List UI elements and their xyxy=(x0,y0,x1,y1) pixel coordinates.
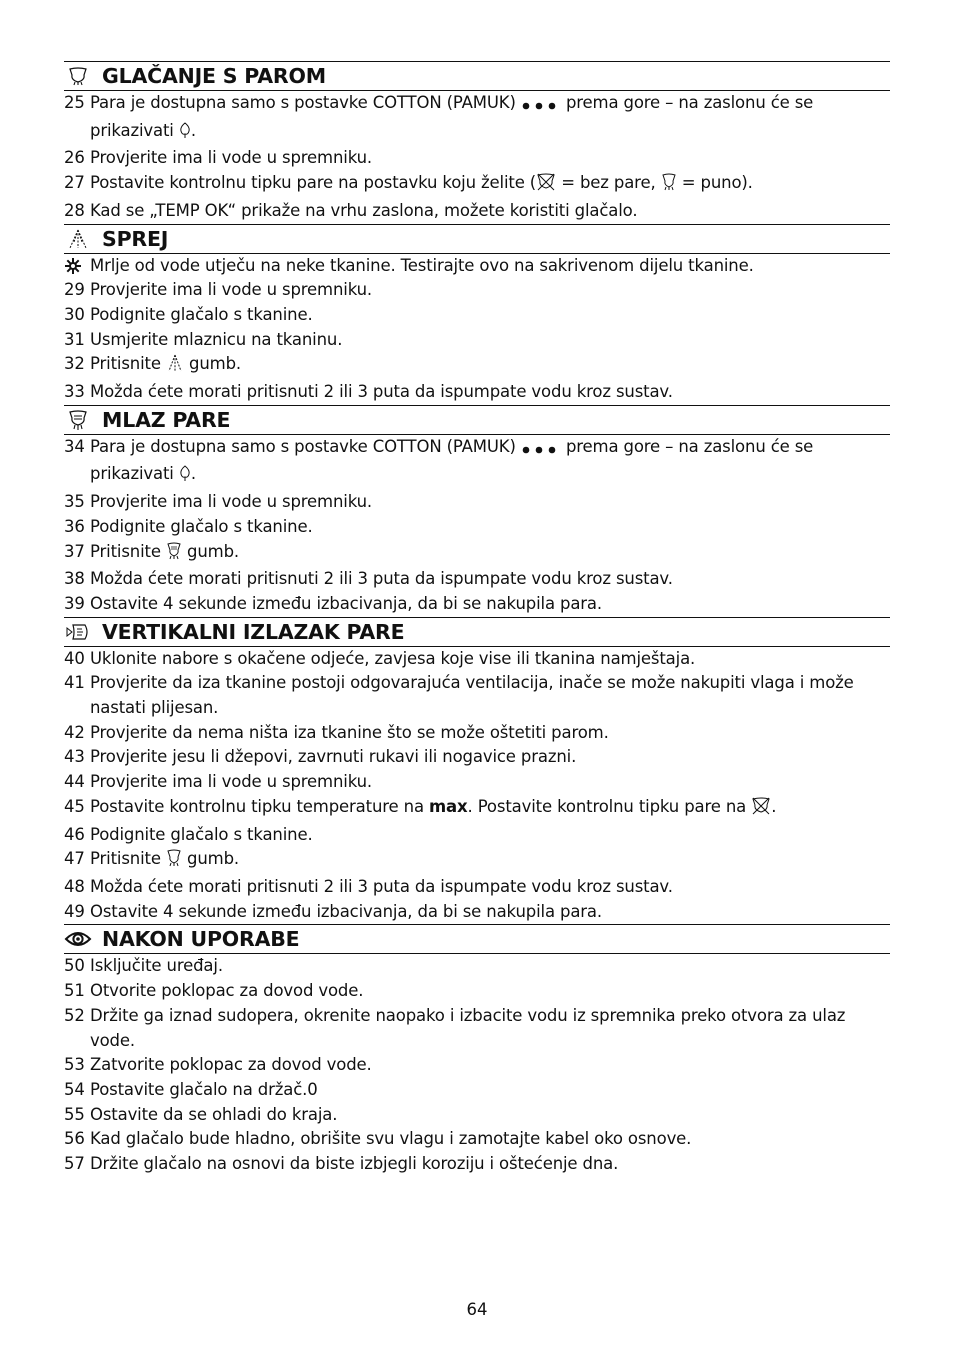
step-text: Provjerite jesu li džepovi, zavrnuti rukavi ili nogavice prazni. xyxy=(90,747,577,767)
list-item xyxy=(64,146,890,171)
step-number: 53 xyxy=(64,1055,85,1075)
step-text: gumb. xyxy=(183,354,242,374)
list-item xyxy=(64,745,890,770)
list-item xyxy=(64,278,890,303)
list-item xyxy=(64,979,890,1004)
list-item xyxy=(64,490,890,515)
steam-burst-icon xyxy=(166,849,182,875)
steam-indicator-icon xyxy=(179,122,191,147)
warning-item xyxy=(64,254,890,279)
step-text: Kad glačalo bude hladno, obrišite svu vlagu i zamotajte kabel oko osnove. xyxy=(90,1129,692,1149)
step-text: Možda ćete morati pritisnuti 2 ili 3 puta da ispumpate vodu kroz sustav. xyxy=(90,382,673,402)
list-item xyxy=(64,671,890,720)
section-header-vertical-steam xyxy=(64,617,890,647)
step-number: 51 xyxy=(64,981,85,1001)
step-text: . xyxy=(771,796,777,816)
section-header-spray xyxy=(64,224,890,254)
step-text: Provjerite da iza tkanine postoji odgovarajuća ventilacija, inače se može nakupiti vlaga i može nastati plijesan. xyxy=(90,673,854,718)
page-number: 64 xyxy=(466,1300,488,1319)
step-text: Zatvorite poklopac za dovod vode. xyxy=(90,1055,372,1075)
full-steam-icon xyxy=(661,173,677,199)
three-dots-icon xyxy=(521,94,561,119)
spray-icon xyxy=(166,354,184,380)
step-number: 34 xyxy=(64,436,85,456)
steps-list xyxy=(64,954,890,1176)
step-text-bold: max xyxy=(429,796,468,816)
step-number: 42 xyxy=(64,722,85,742)
step-number: 37 xyxy=(64,541,85,561)
step-text: Ostavite 4 sekunde između izbacivanja, da bi se nakupila para. xyxy=(90,901,602,921)
step-text: Provjerite ima li vode u spremniku. xyxy=(90,772,373,792)
section-header-after-use xyxy=(64,924,890,954)
section-header-steam-burst xyxy=(64,405,890,435)
steps-list xyxy=(64,91,890,224)
step-text: = bez pare, xyxy=(556,173,661,193)
step-number: 32 xyxy=(64,354,85,374)
list-item xyxy=(64,435,890,490)
step-text: Pritisnite xyxy=(90,354,166,374)
step-text: . Postavite kontrolnu tipku pare na xyxy=(467,796,752,816)
step-number: 46 xyxy=(64,824,85,844)
list-item xyxy=(64,515,890,540)
step-number: 44 xyxy=(64,772,85,792)
list-item xyxy=(64,875,890,900)
step-number: 35 xyxy=(64,492,85,512)
section-title: SPREJ xyxy=(102,226,169,251)
list-item xyxy=(64,647,890,672)
steam-burst-icon xyxy=(166,542,182,568)
list-item xyxy=(64,954,890,979)
list-item xyxy=(64,1078,890,1103)
list-item xyxy=(64,1127,890,1152)
step-text: gumb. xyxy=(181,541,240,561)
step-number: 49 xyxy=(64,901,85,921)
step-number: 54 xyxy=(64,1079,85,1099)
step-number: 48 xyxy=(64,876,85,896)
warning-text: Mrlje od vode utječu na neke tkanine. Testirajte ovo na sakrivenom dijelu tkanine. xyxy=(90,255,754,275)
step-number: 40 xyxy=(64,648,85,668)
step-number: 57 xyxy=(64,1154,85,1174)
section-title: MLAZ PARE xyxy=(102,407,231,432)
step-text: Provjerite ima li vode u spremniku. xyxy=(90,148,373,168)
step-text: gumb. xyxy=(181,849,240,869)
list-item xyxy=(64,770,890,795)
step-number: 45 xyxy=(64,796,85,816)
step-number: 26 xyxy=(64,148,85,168)
section-title: VERTIKALNI IZLAZAK PARE xyxy=(102,619,405,644)
step-text: Postavite kontrolnu tipku pare na postavku koju želite ( xyxy=(90,173,537,193)
step-number: 56 xyxy=(64,1129,85,1149)
step-number: 30 xyxy=(64,304,85,324)
step-text: Možda ćete morati pritisnuti 2 ili 3 puta da ispumpate vodu kroz sustav. xyxy=(90,569,673,589)
step-text: . xyxy=(190,464,196,484)
step-number: 31 xyxy=(64,329,85,349)
step-text: Uklonite nabore s okačene odjeće, zavjesa koje vise ili tkanina namještaja. xyxy=(90,648,696,668)
step-number: 43 xyxy=(64,747,85,767)
step-text: Postavite kontrolnu tipku temperature na xyxy=(90,796,429,816)
list-item xyxy=(64,900,890,925)
step-text: . xyxy=(190,120,196,140)
step-text: = puno). xyxy=(676,173,753,193)
step-text: prema gore – na zaslonu će se prikazivati xyxy=(90,436,814,484)
step-text: Ostavite da se ohladi do kraja. xyxy=(90,1104,338,1124)
step-text: Pritisnite xyxy=(90,849,166,869)
list-item xyxy=(64,1004,890,1053)
list-item xyxy=(64,823,890,848)
step-number: 52 xyxy=(64,1005,85,1025)
steam-burst-icon xyxy=(65,409,91,431)
list-item xyxy=(64,540,890,568)
step-text: Usmjerite mlaznicu na tkaninu. xyxy=(90,329,343,349)
list-item xyxy=(64,1103,890,1128)
step-number: 41 xyxy=(64,673,85,693)
list-item xyxy=(64,592,890,617)
step-text: Para je dostupna samo s postavke COTTON (PAMUK) xyxy=(90,93,521,112)
no-steam-icon xyxy=(536,173,556,199)
section-title: GLAČANJE S PAROM xyxy=(102,64,326,88)
eye-icon xyxy=(65,928,91,950)
step-number: 25 xyxy=(64,93,85,112)
list-item xyxy=(64,328,890,353)
step-number: 38 xyxy=(64,569,85,589)
step-text: Podignite glačalo s tkanine. xyxy=(90,304,313,324)
steps-list xyxy=(64,435,890,617)
step-number: 39 xyxy=(64,593,85,613)
list-item xyxy=(64,171,890,199)
step-text: Pritisnite xyxy=(90,541,166,561)
list-item xyxy=(64,1152,890,1177)
step-text: Provjerite ima li vode u spremniku. xyxy=(90,492,373,512)
list-item xyxy=(64,199,890,224)
step-text: Ostavite 4 sekunde između izbacivanja, da bi se nakupila para. xyxy=(90,593,602,613)
section-header-steam-ironing xyxy=(64,61,890,91)
vertical-steam-icon xyxy=(65,621,91,643)
spray-icon xyxy=(65,228,91,250)
step-text: Provjerite ima li vode u spremniku. xyxy=(90,280,373,300)
list-item xyxy=(64,1053,890,1078)
step-number: 28 xyxy=(64,200,85,220)
step-number: 47 xyxy=(64,849,85,869)
step-number: 29 xyxy=(64,280,85,300)
step-number: 36 xyxy=(64,516,85,536)
step-number: 55 xyxy=(64,1104,85,1124)
steps-list xyxy=(64,647,890,925)
step-text: Kad se „TEMP OK“ prikaže na vrhu zaslona, možete koristiti glačalo. xyxy=(90,200,638,220)
step-text: Para je dostupna samo s postavke COTTON (PAMUK) xyxy=(90,436,521,456)
document-page xyxy=(64,61,890,1177)
list-item xyxy=(64,795,890,823)
step-text: Podignite glačalo s tkanine. xyxy=(90,824,313,844)
three-dots-icon xyxy=(521,438,561,463)
list-item xyxy=(64,380,890,405)
steps-list xyxy=(64,254,890,405)
list-item xyxy=(64,91,890,146)
steam-iron-icon xyxy=(65,65,91,87)
no-steam-icon xyxy=(751,797,771,823)
step-text: Držite ga iznad sudopera, okrenite naopako i izbacite vodu iz spremnika preko otvora za ulaz vode. xyxy=(90,1005,846,1050)
list-item xyxy=(64,352,890,380)
step-number: 50 xyxy=(64,956,85,976)
list-item xyxy=(64,303,890,328)
step-text: Isključite uređaj. xyxy=(90,956,223,976)
step-text: Otvorite poklopac za dovod vode. xyxy=(90,981,364,1001)
list-item xyxy=(64,567,890,592)
step-text: Podignite glačalo s tkanine. xyxy=(90,516,313,536)
step-text: Možda ćete morati pritisnuti 2 ili 3 puta da ispumpate vodu kroz sustav. xyxy=(90,876,673,896)
step-text: prema gore – na zaslonu će se prikazivati xyxy=(90,93,814,140)
step-number: 27 xyxy=(64,173,85,193)
step-text: Postavite glačalo na držač.0 xyxy=(90,1079,318,1099)
list-item xyxy=(64,847,890,875)
steam-indicator-icon xyxy=(179,465,191,490)
section-title: NAKON UPORABE xyxy=(102,927,300,952)
step-number: 33 xyxy=(64,382,85,402)
step-text: Držite glačalo na osnovi da biste izbjegli koroziju i oštećenje dna. xyxy=(90,1154,619,1174)
step-text: Provjerite da nema ništa iza tkanine što se može oštetiti parom. xyxy=(90,722,609,742)
list-item xyxy=(64,721,890,746)
